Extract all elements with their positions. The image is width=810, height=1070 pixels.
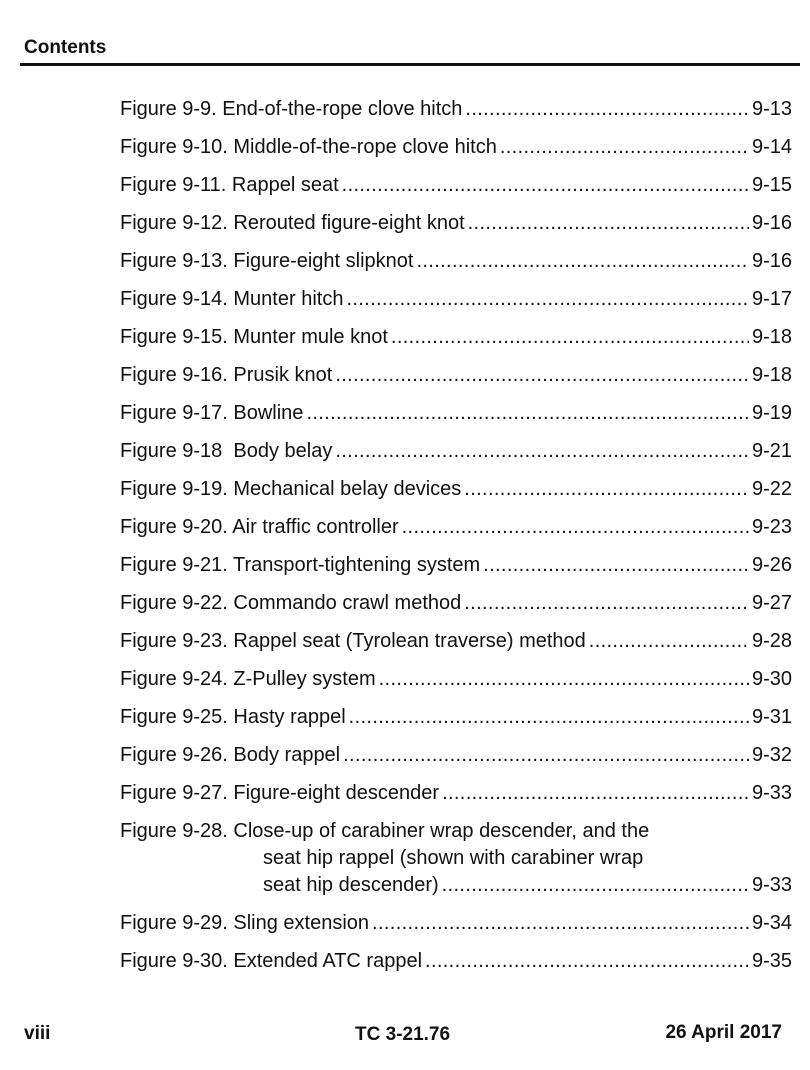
dot-leader xyxy=(416,247,748,275)
dot-leader xyxy=(425,947,749,975)
dot-leader xyxy=(464,475,749,503)
toc-entry-page: 9-16 xyxy=(751,212,792,234)
toc-entry-fig-9-9[interactable] xyxy=(120,95,792,133)
toc-entry-fig-9-25[interactable] xyxy=(120,703,792,741)
dot-leader xyxy=(483,551,749,579)
toc-entry-title: Figure 9-19. Mechanical belay devices xyxy=(120,478,462,500)
toc-entry-title: Figure 9-17. Bowline xyxy=(120,402,304,424)
dot-leader xyxy=(402,513,749,541)
toc-entry-fig-9-30[interactable] xyxy=(120,947,792,985)
toc-entry-fig-9-15[interactable] xyxy=(120,323,792,361)
toc-entry-title-line-3: seat hip descender) xyxy=(263,874,439,896)
toc-entry-page: 9-32 xyxy=(751,744,792,766)
toc-entry-page: 9-28 xyxy=(751,630,792,652)
toc-entry-title-line-1: Figure 9-28. Close-up of carabiner wrap descender, and the xyxy=(120,820,650,842)
toc-entry-page: 9-18 xyxy=(751,364,792,386)
page-header-title: Contents xyxy=(24,37,107,58)
toc-entry-fig-9-19[interactable] xyxy=(120,475,792,513)
dot-leader xyxy=(464,589,749,617)
toc-entry-page: 9-17 xyxy=(751,288,792,310)
toc-entry-title-line-2: seat hip rappel (shown with carabiner wrap xyxy=(263,847,644,869)
toc-entry-page: 9-22 xyxy=(751,478,792,500)
toc-entry-title: Figure 9-11. Rappel seat xyxy=(120,174,339,196)
toc-entry-title: Figure 9-9. End-of-the-rope clove hitch xyxy=(120,98,463,120)
toc-entry-title: Figure 9-21. Transport-tightening system xyxy=(120,554,481,576)
dot-leader xyxy=(343,741,749,769)
dot-leader xyxy=(442,779,749,807)
toc-entry-title: Figure 9-24. Z-Pulley system xyxy=(120,668,376,690)
dot-leader xyxy=(379,665,749,693)
toc-entry-fig-9-10[interactable] xyxy=(120,133,792,171)
toc-entry-page: 9-34 xyxy=(751,912,792,934)
toc-entry-page: 9-27 xyxy=(751,592,792,614)
dot-leader xyxy=(468,209,749,237)
toc-entry-page: 9-31 xyxy=(751,706,792,728)
toc-entry-page: 9-26 xyxy=(751,554,792,576)
toc-entry-fig-9-14[interactable] xyxy=(120,285,792,323)
dot-leader xyxy=(346,285,749,313)
dot-leader xyxy=(500,133,749,161)
toc-entry-page: 9-35 xyxy=(751,950,792,972)
dot-leader xyxy=(391,323,749,351)
header-divider xyxy=(20,63,800,66)
toc-entry-page: 9-19 xyxy=(751,402,792,424)
toc-entry-title: Figure 9-23. Rappel seat (Tyrolean traverse) method xyxy=(120,630,586,652)
dot-leader xyxy=(372,909,749,937)
toc-entry-fig-9-17[interactable] xyxy=(120,399,792,437)
toc-entry-fig-9-18[interactable] xyxy=(120,437,792,475)
toc-entry-fig-9-11[interactable] xyxy=(120,171,792,209)
toc-entry-title: Figure 9-14. Munter hitch xyxy=(120,288,344,310)
footer-page-number: viii xyxy=(24,1023,51,1044)
toc-entry-title: Figure 9-15. Munter mule knot xyxy=(120,326,388,348)
dot-leader xyxy=(442,871,749,899)
toc-entry-fig-9-20[interactable] xyxy=(120,513,792,551)
toc-entry-page: 9-23 xyxy=(751,516,792,538)
toc-entry-fig-9-22[interactable] xyxy=(120,589,792,627)
toc-entry-page: 9-21 xyxy=(751,440,792,462)
dot-leader xyxy=(342,171,749,199)
toc-entry-title: Figure 9-25. Hasty rappel xyxy=(120,706,346,728)
toc-entry-fig-9-27[interactable] xyxy=(120,779,792,817)
toc-entry-title: Figure 9-10. Middle-of-the-rope clove hitch xyxy=(120,136,497,158)
footer-date: 26 April 2017 xyxy=(665,1022,782,1043)
toc-entry-fig-9-28[interactable] xyxy=(120,817,792,899)
toc-entry-page: 9-14 xyxy=(751,136,792,158)
dot-leader xyxy=(349,703,749,731)
toc-entry-title: Figure 9-12. Rerouted figure-eight knot xyxy=(120,212,465,234)
toc-entry-fig-9-16[interactable] xyxy=(120,361,792,399)
toc-entry-page: 9-16 xyxy=(751,250,792,272)
dot-leader xyxy=(306,399,749,427)
toc-entry-fig-9-23[interactable] xyxy=(120,627,792,665)
toc-entry-title: Figure 9-27. Figure-eight descender xyxy=(120,782,440,804)
toc-entry-title: Figure 9-18 Body belay xyxy=(120,440,333,462)
toc-entry-title: Figure 9-22. Commando crawl method xyxy=(120,592,462,614)
toc-entry-page: 9-18 xyxy=(751,326,792,348)
toc-entry-page: 9-15 xyxy=(751,174,792,196)
table-of-contents xyxy=(120,95,792,985)
toc-entry-fig-9-29[interactable] xyxy=(120,909,792,947)
toc-entry-title: Figure 9-20. Air traffic controller xyxy=(120,516,399,538)
dot-leader xyxy=(465,95,749,123)
toc-entry-page: 9-33 xyxy=(751,874,792,896)
dot-leader xyxy=(335,361,749,389)
toc-entry-fig-9-24[interactable] xyxy=(120,665,792,703)
footer-document-id: TC 3-21.76 xyxy=(355,1024,451,1045)
toc-entry-fig-9-13[interactable] xyxy=(120,247,792,285)
dot-leader xyxy=(335,437,749,465)
toc-entry-page: 9-33 xyxy=(751,782,792,804)
toc-entry-title: Figure 9-29. Sling extension xyxy=(120,912,370,934)
toc-entry-title: Figure 9-30. Extended ATC rappel xyxy=(120,950,423,972)
toc-entry-title: Figure 9-26. Body rappel xyxy=(120,744,341,766)
dot-leader xyxy=(589,627,749,655)
toc-entry-title: Figure 9-13. Figure-eight slipknot xyxy=(120,250,414,272)
toc-entry-fig-9-12[interactable] xyxy=(120,209,792,247)
toc-entry-page: 9-13 xyxy=(751,98,792,120)
toc-entry-fig-9-26[interactable] xyxy=(120,741,792,779)
toc-entry-fig-9-21[interactable] xyxy=(120,551,792,589)
toc-entry-page: 9-30 xyxy=(751,668,792,690)
toc-entry-title: Figure 9-16. Prusik knot xyxy=(120,364,333,386)
